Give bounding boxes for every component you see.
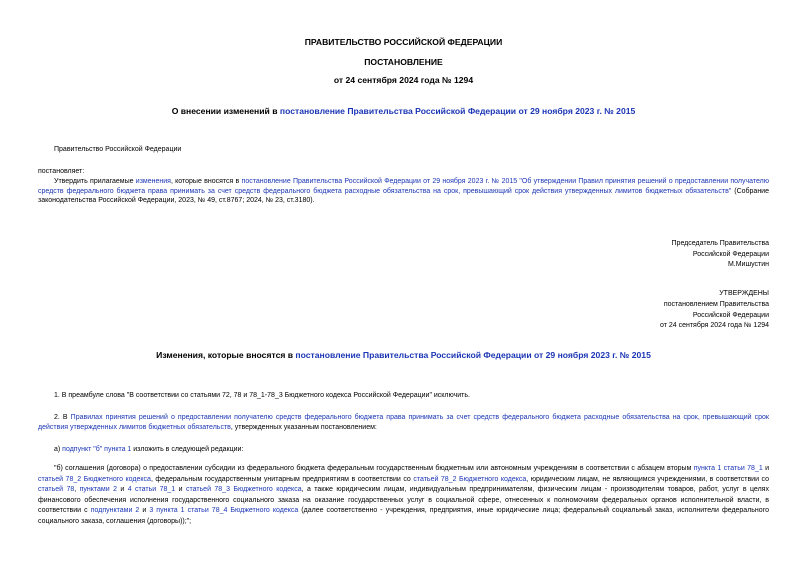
document-title-prefix: О внесении изменений в xyxy=(171,106,280,116)
quote-text-2: и xyxy=(762,465,769,472)
decides-label: постановляет: xyxy=(38,168,85,175)
quote-text-8: , а также юридическим лицам, индивидуальным предпринимателям, физическим лицам - производителям товаров, работ, услуг в целях финансового обеспечения исполнения государственного социального заказа на оказание государственных услуг в социальной сфере, отнесенных к полномочиям федеральных органов исполнительной власти, в соответствии с xyxy=(38,486,769,515)
p1-link-changes[interactable]: изменения xyxy=(135,178,171,185)
government-heading: ПРАВИТЕЛЬСТВО РОССИЙСКОЙ ФЕДЕРАЦИИ xyxy=(304,37,503,47)
approval-line-2: постановлением Правительства xyxy=(663,301,769,308)
sub-a-text-a: а) xyxy=(54,446,63,453)
document-title xyxy=(0,106,807,116)
quote-link-4[interactable]: статьей 78 xyxy=(38,486,75,494)
change-item-2 xyxy=(38,413,769,432)
signature-role-2: Российской Федерации xyxy=(692,251,769,258)
quote-text-10: (далее соответственно - учреждения, предприятия, иные юридические лица; федеральный социальный заказ, исполнители федерального социального заказа, соглашения (договоры));"; xyxy=(38,507,769,525)
changes-title xyxy=(0,350,807,360)
quote-text-3: , федеральным государственным унитарным предприятиям в соответствии со xyxy=(150,475,414,483)
sub-a-text-b: изложить в следующей редакции: xyxy=(131,446,244,453)
approval-line-3: Российской Федерации xyxy=(692,312,769,319)
quote-text-6: и xyxy=(116,486,128,494)
document-type: ПОСТАНОВЛЕНИЕ xyxy=(364,57,443,67)
paragraph-1 xyxy=(38,177,769,206)
quote-text-4: , юридическим лицам, не являющимся учреждениями, в соответствии со xyxy=(526,475,770,483)
quote-link-3[interactable]: статьей 78_2 Бюджетного кодекса xyxy=(413,475,527,483)
quote-link-7[interactable]: статьей 78_3 Бюджетного кодекса xyxy=(185,486,302,494)
quoted-new-text xyxy=(38,464,769,528)
approval-line-1: УТВЕРЖДЕНЫ xyxy=(719,290,769,297)
government-name: Правительство Российской Федерации xyxy=(54,146,182,153)
quote-link-1[interactable]: пункта 1 статьи 78_1 xyxy=(693,465,763,472)
p1-text-a: Утвердить прилагаемые xyxy=(54,178,136,185)
p1-text-b: , которые вносятся в xyxy=(170,178,242,185)
quote-text-9: и xyxy=(139,507,150,515)
document-date-number: от 24 сентября 2024 года № 1294 xyxy=(333,75,474,85)
signature-role-1: Председатель Правительства xyxy=(671,240,769,247)
item2-text-b: , утвержденных указанным постановлением: xyxy=(230,423,377,431)
quote-link-6[interactable]: 4 статьи 78_1 xyxy=(127,486,176,494)
p1-link-resolution[interactable]: постановление Правительства Российской Федерации от 29 ноября 2023 г. № 2015 "Об утверждении Правил принятия решений о предоставлении получателю средств федерального бюджета права принимать за счет средств федерального бюджета расходные обязательства на срок, превышающий срок действия утвержденных лимитов бюджетных обязательств" xyxy=(38,178,769,195)
quote-text-5: , xyxy=(74,486,80,494)
sub-a-link[interactable]: подпункт "б" пункта 1 xyxy=(62,446,132,453)
approval-line-4: от 24 сентября 2024 года № 1294 xyxy=(659,322,769,329)
change-item-1: 1. В преамбуле слова "В соответствии со статьями 72, 78 и 78_1-78_3 Бюджетного кодекса Российской Федерации" исключить. xyxy=(54,392,470,399)
quote-text-7: и xyxy=(175,486,186,494)
p1-text-c: (Собрание законодательства Российской Федерации, 2023, № 49, ст.8767; 2024, № 23, ст.3180). xyxy=(38,187,769,205)
changes-title-link[interactable]: постановление Правительства Российской Федерации от 29 ноября 2023 г. № 2015 xyxy=(295,350,651,360)
quote-link-9[interactable]: 3 пункта 1 статьи 78_4 Бюджетного кодекса xyxy=(149,507,299,515)
quote-text-1: "б) соглашения (договора) о предоставлении субсидии из федерального бюджета федеральным государственным бюджетным или автономным учреждениям в соответствии с абзацем вторым xyxy=(54,465,694,472)
item2-text-a: 2. В xyxy=(54,414,71,421)
quote-link-5[interactable]: пунктами 2 xyxy=(79,486,117,494)
quote-link-8[interactable]: подпунктами 2 xyxy=(90,507,140,515)
sub-item-a xyxy=(54,445,243,455)
signature-name: М.Мишустин xyxy=(727,261,769,268)
document-title-link[interactable]: постановление Правительства Российской Федерации от 29 ноября 2023 г. № 2015 xyxy=(279,106,636,116)
changes-title-prefix: Изменения, которые вносятся в xyxy=(156,350,296,360)
item2-link-rules[interactable]: Правилах принятия решений о предоставлении получателю средств федерального бюджета права принимать за счет средств федерального бюджета расходные обязательства на срок, превышающий срок действия утвержденных лимитов бюджетных обязательств xyxy=(38,414,769,431)
quote-link-2[interactable]: статьей 78_2 Бюджетного кодекса xyxy=(38,475,151,483)
